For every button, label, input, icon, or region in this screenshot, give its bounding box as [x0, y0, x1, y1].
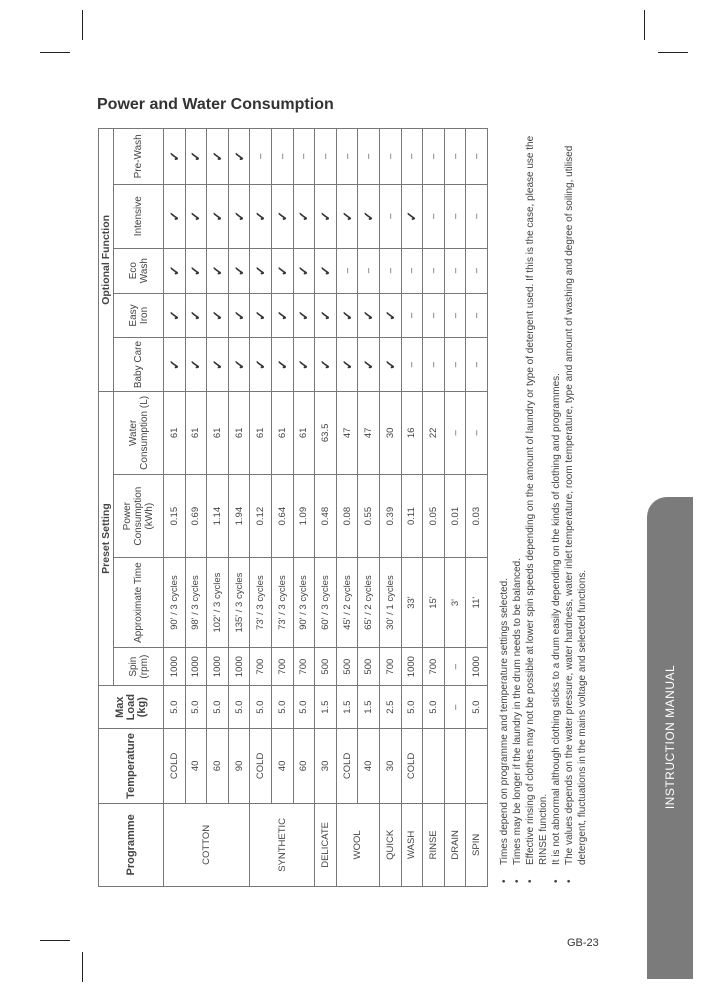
cell-power: 0.69	[185, 475, 207, 558]
cell-easy-iron: ✓	[315, 293, 337, 338]
cell-time: 90' / 3 cycles	[164, 558, 186, 648]
consumption-table-body	[164, 129, 488, 887]
cell-easy-iron: ✓	[293, 293, 315, 338]
side-tab-label: INSTRUCTION MANUAL	[663, 664, 677, 810]
cell-time: 135' / 3 cycles	[228, 558, 250, 648]
cell-water: 61	[164, 391, 186, 474]
note-item	[511, 128, 524, 883]
cell-power: 0.39	[379, 475, 401, 558]
cell-eco-wash: –	[336, 248, 358, 293]
cell-spin: 500	[336, 647, 358, 685]
cell-time: 73' / 3 cycles	[271, 558, 293, 648]
cell-baby-care: –	[423, 338, 445, 391]
cell-baby-care: ✓	[293, 338, 315, 391]
table-row	[164, 129, 186, 887]
cell-spin: 1000	[401, 647, 423, 685]
cell-intensive: ✓	[228, 184, 250, 248]
cell-max-load: 5.0	[250, 686, 272, 729]
cell-time: 90' / 3 cycles	[293, 558, 315, 648]
cell-temperature: COLD	[164, 729, 186, 804]
cell-temperature	[466, 729, 488, 804]
programme-name: QUICK	[379, 803, 401, 886]
cell-pre-wash: –	[444, 129, 466, 185]
table-row	[207, 129, 229, 887]
cell-water: 61	[228, 391, 250, 474]
cell-intensive: ✓	[185, 184, 207, 248]
group-header-preset: Preset Setting	[99, 391, 114, 686]
cell-pre-wash: –	[315, 129, 337, 185]
cell-temperature: 60	[293, 729, 315, 804]
cell-eco-wash: ✓	[315, 248, 337, 293]
cell-temperature: 30	[379, 729, 401, 804]
table-row	[293, 129, 315, 887]
cell-temperature	[423, 729, 445, 804]
cell-baby-care: –	[401, 338, 423, 391]
cell-power: 0.12	[250, 475, 272, 558]
note-text: Times depend on programme and temperature settings selected.	[499, 577, 510, 865]
cell-water: 63.5	[315, 391, 337, 474]
cell-time: 60' / 3 cycles	[315, 558, 337, 648]
cell-pre-wash: –	[423, 129, 445, 185]
col-header-max-load: Max Load (kg)	[99, 686, 164, 729]
cell-baby-care: –	[444, 338, 466, 391]
cell-max-load: 5.0	[185, 686, 207, 729]
col-header-time: Approximate Time	[114, 558, 164, 648]
cell-spin: 500	[358, 647, 380, 685]
col-header-spin: Spin (rpm)	[114, 647, 164, 685]
cell-easy-iron: –	[466, 293, 488, 338]
cell-spin: 1000	[207, 647, 229, 685]
cell-eco-wash: –	[423, 248, 445, 293]
cell-temperature: 60	[207, 729, 229, 804]
cell-spin: 1000	[228, 647, 250, 685]
cell-eco-wash: –	[379, 248, 401, 293]
cell-time: 98' / 3 cycles	[185, 558, 207, 648]
bullet-icon: •	[564, 879, 575, 883]
cell-intensive: ✓	[401, 184, 423, 248]
cell-max-load: 1.5	[358, 686, 380, 729]
side-tab	[647, 497, 693, 979]
programme-name: DRAIN	[444, 803, 466, 886]
cell-max-load: 5.0	[466, 686, 488, 729]
cell-power: 0.48	[315, 475, 337, 558]
cell-temperature: COLD	[336, 729, 358, 804]
cell-easy-iron: ✓	[228, 293, 250, 338]
cell-pre-wash: –	[379, 129, 401, 185]
cell-power: 0.08	[336, 475, 358, 558]
cell-intensive: ✓	[315, 184, 337, 248]
programme-name: SPIN	[466, 803, 488, 886]
bullet-icon: •	[512, 879, 523, 883]
cell-spin: 700	[379, 647, 401, 685]
cell-max-load: 5.0	[271, 686, 293, 729]
cell-pre-wash: –	[466, 129, 488, 185]
cell-time: 102' / 3 cycles	[207, 558, 229, 648]
col-header-easy-iron: Easy Iron	[114, 293, 164, 338]
cell-max-load: 5.0	[207, 686, 229, 729]
cell-max-load: 5.0	[164, 686, 186, 729]
cell-temperature: 90	[228, 729, 250, 804]
cell-spin: 700	[423, 647, 445, 685]
cell-baby-care: –	[466, 338, 488, 391]
cell-temperature: COLD	[401, 729, 423, 804]
col-header-baby-care: Baby Care	[114, 338, 164, 391]
cell-eco-wash: ✓	[228, 248, 250, 293]
cell-water: 61	[185, 391, 207, 474]
cell-temperature: COLD	[250, 729, 272, 804]
consumption-table	[98, 128, 488, 887]
cell-temperature: 40	[358, 729, 380, 804]
cell-intensive: ✓	[164, 184, 186, 248]
cell-power: 1.94	[228, 475, 250, 558]
cell-easy-iron: –	[444, 293, 466, 338]
cell-eco-wash: ✓	[250, 248, 272, 293]
note-item	[550, 128, 563, 883]
cell-spin: 1000	[164, 647, 186, 685]
cell-pre-wash: –	[336, 129, 358, 185]
note-text: Times may be longer if the laundry in the drum needs to be balanced.	[512, 557, 523, 865]
cell-pre-wash: –	[293, 129, 315, 185]
cell-eco-wash: ✓	[293, 248, 315, 293]
cell-max-load: 1.5	[336, 686, 358, 729]
cell-eco-wash: ✓	[185, 248, 207, 293]
cell-baby-care: ✓	[315, 338, 337, 391]
crop-mark	[644, 10, 645, 40]
bullet-icon: •	[525, 879, 536, 883]
col-header-programme: Programme	[99, 803, 164, 886]
table-row	[185, 129, 207, 887]
consumption-table-wrapper	[98, 128, 488, 887]
cell-time: 11'	[466, 558, 488, 648]
table-row	[358, 129, 380, 887]
cell-water: 61	[207, 391, 229, 474]
cell-easy-iron: ✓	[164, 293, 186, 338]
cell-temperature: 30	[315, 729, 337, 804]
cell-intensive: ✓	[293, 184, 315, 248]
cell-power: 0.11	[401, 475, 423, 558]
cell-power: 1.14	[207, 475, 229, 558]
table-row	[423, 129, 445, 887]
cell-max-load: 1.5	[315, 686, 337, 729]
cell-pre-wash: –	[250, 129, 272, 185]
cell-easy-iron: –	[401, 293, 423, 338]
cell-intensive: –	[423, 184, 445, 248]
crop-mark	[82, 10, 83, 40]
cell-temperature: 40	[185, 729, 207, 804]
cell-spin: 700	[250, 647, 272, 685]
cell-max-load: 5.0	[423, 686, 445, 729]
cell-time: 45' / 2 cycles	[336, 558, 358, 648]
cell-spin: 700	[271, 647, 293, 685]
cell-time: 65' / 2 cycles	[358, 558, 380, 648]
cell-water: –	[466, 391, 488, 474]
programme-name: COTTON	[164, 803, 250, 886]
page-title: Power and Water Consumption	[97, 96, 334, 113]
cell-pre-wash: ✓	[207, 129, 229, 185]
table-row	[379, 129, 401, 887]
crop-mark	[40, 52, 70, 53]
cell-power: 0.55	[358, 475, 380, 558]
col-header-intensive: Intensive	[114, 184, 164, 248]
cell-spin: –	[444, 647, 466, 685]
cell-water: 61	[250, 391, 272, 474]
cell-easy-iron: ✓	[336, 293, 358, 338]
cell-time: 3'	[444, 558, 466, 648]
cell-eco-wash: –	[466, 248, 488, 293]
table-row	[466, 129, 488, 887]
cell-pre-wash: –	[271, 129, 293, 185]
page-number: GB-23	[567, 937, 599, 949]
cell-max-load: –	[444, 686, 466, 729]
crop-mark	[658, 52, 688, 53]
cell-baby-care: ✓	[164, 338, 186, 391]
cell-eco-wash: –	[444, 248, 466, 293]
programme-name: RINSE	[423, 803, 445, 886]
cell-pre-wash: ✓	[185, 129, 207, 185]
table-row	[250, 129, 272, 887]
cell-time: 15'	[423, 558, 445, 648]
cell-pre-wash: ✓	[164, 129, 186, 185]
col-header-water: Water Consumption (L)	[114, 391, 164, 474]
cell-easy-iron: ✓	[207, 293, 229, 338]
group-header-optional: Optional Function	[99, 129, 114, 392]
cell-intensive: ✓	[336, 184, 358, 248]
programme-name: WASH	[401, 803, 423, 886]
col-header-eco-wash: Eco Wash	[114, 248, 164, 293]
cell-water: –	[444, 391, 466, 474]
cell-spin: 700	[293, 647, 315, 685]
cell-baby-care: ✓	[336, 338, 358, 391]
cell-intensive: ✓	[250, 184, 272, 248]
cell-water: 22	[423, 391, 445, 474]
cell-intensive: –	[466, 184, 488, 248]
col-header-pre-wash: Pre-Wash	[114, 129, 164, 185]
cell-easy-iron: ✓	[250, 293, 272, 338]
cell-intensive: ✓	[358, 184, 380, 248]
cell-water: 61	[271, 391, 293, 474]
programme-name: WOOL	[336, 803, 379, 886]
cell-power: 0.05	[423, 475, 445, 558]
programme-name: DELICATE	[315, 803, 337, 886]
cell-intensive: –	[444, 184, 466, 248]
table-row	[228, 129, 250, 887]
cell-easy-iron: ✓	[271, 293, 293, 338]
col-header-power: Power Consumption (kWh)	[114, 475, 164, 558]
table-row	[336, 129, 358, 887]
cell-baby-care: ✓	[228, 338, 250, 391]
cell-easy-iron: ✓	[185, 293, 207, 338]
cell-water: 30	[379, 391, 401, 474]
note-item	[498, 128, 511, 883]
table-row	[271, 129, 293, 887]
cell-max-load: 5.0	[401, 686, 423, 729]
cell-eco-wash: –	[401, 248, 423, 293]
cell-spin: 500	[315, 647, 337, 685]
cell-power: 1.09	[293, 475, 315, 558]
cell-intensive: ✓	[271, 184, 293, 248]
cell-time: 30' / 1 cycles	[379, 558, 401, 648]
bullet-icon: •	[551, 879, 562, 883]
cell-time: 73' / 3 cycles	[250, 558, 272, 648]
cell-spin: 1000	[466, 647, 488, 685]
cell-pre-wash: –	[358, 129, 380, 185]
cell-power: 0.64	[271, 475, 293, 558]
cell-water: 61	[293, 391, 315, 474]
table-row	[315, 129, 337, 887]
cell-temperature	[444, 729, 466, 804]
cell-baby-care: ✓	[185, 338, 207, 391]
crop-mark	[40, 940, 70, 941]
cell-eco-wash: ✓	[271, 248, 293, 293]
cell-easy-iron: –	[423, 293, 445, 338]
crop-mark	[82, 952, 83, 982]
cell-baby-care: ✓	[358, 338, 380, 391]
note-text: Effective rinsing of clothes may not be possible at lower spin speeds depending on the amount of laundry or type of detergent used. If this is the case, please use the RINSE function.	[525, 135, 549, 865]
note-item	[563, 128, 589, 883]
bullet-icon: •	[499, 879, 510, 883]
cell-baby-care: ✓	[379, 338, 401, 391]
cell-max-load: 5.0	[228, 686, 250, 729]
cell-pre-wash: ✓	[228, 129, 250, 185]
table-row	[444, 129, 466, 887]
cell-pre-wash: –	[401, 129, 423, 185]
cell-baby-care: ✓	[250, 338, 272, 391]
cell-max-load: 2.5	[379, 686, 401, 729]
cell-time: 33'	[401, 558, 423, 648]
cell-power: 0.03	[466, 475, 488, 558]
cell-water: 16	[401, 391, 423, 474]
cell-power: 0.15	[164, 475, 186, 558]
cell-baby-care: ✓	[271, 338, 293, 391]
cell-eco-wash: –	[358, 248, 380, 293]
notes-wrapper	[492, 128, 612, 887]
note-text: The values depends on the water pressure, water hardness, water inlet temperature, room temperature, type and amount of washing and degree of soiling, utilised detergent, fluctuations in the mains voltage and selected functions.	[564, 145, 588, 865]
table-row	[401, 129, 423, 887]
cell-max-load: 5.0	[293, 686, 315, 729]
cell-baby-care: ✓	[207, 338, 229, 391]
note-item	[524, 128, 550, 883]
cell-easy-iron: ✓	[379, 293, 401, 338]
col-header-temperature: Temperature	[99, 729, 164, 804]
programme-name: SYNTHETIC	[250, 803, 315, 886]
notes-list	[492, 128, 589, 887]
cell-eco-wash: ✓	[207, 248, 229, 293]
cell-intensive: ✓	[207, 184, 229, 248]
cell-water: 47	[358, 391, 380, 474]
cell-temperature: 40	[271, 729, 293, 804]
note-text: It is not abnormal although clothing sticks to a drum easily depending on the kinds of clothing and programmes.	[551, 373, 562, 865]
cell-easy-iron: ✓	[358, 293, 380, 338]
cell-power: 0.01	[444, 475, 466, 558]
cell-intensive: –	[379, 184, 401, 248]
cell-eco-wash: ✓	[164, 248, 186, 293]
cell-water: 47	[336, 391, 358, 474]
cell-spin: 1000	[185, 647, 207, 685]
